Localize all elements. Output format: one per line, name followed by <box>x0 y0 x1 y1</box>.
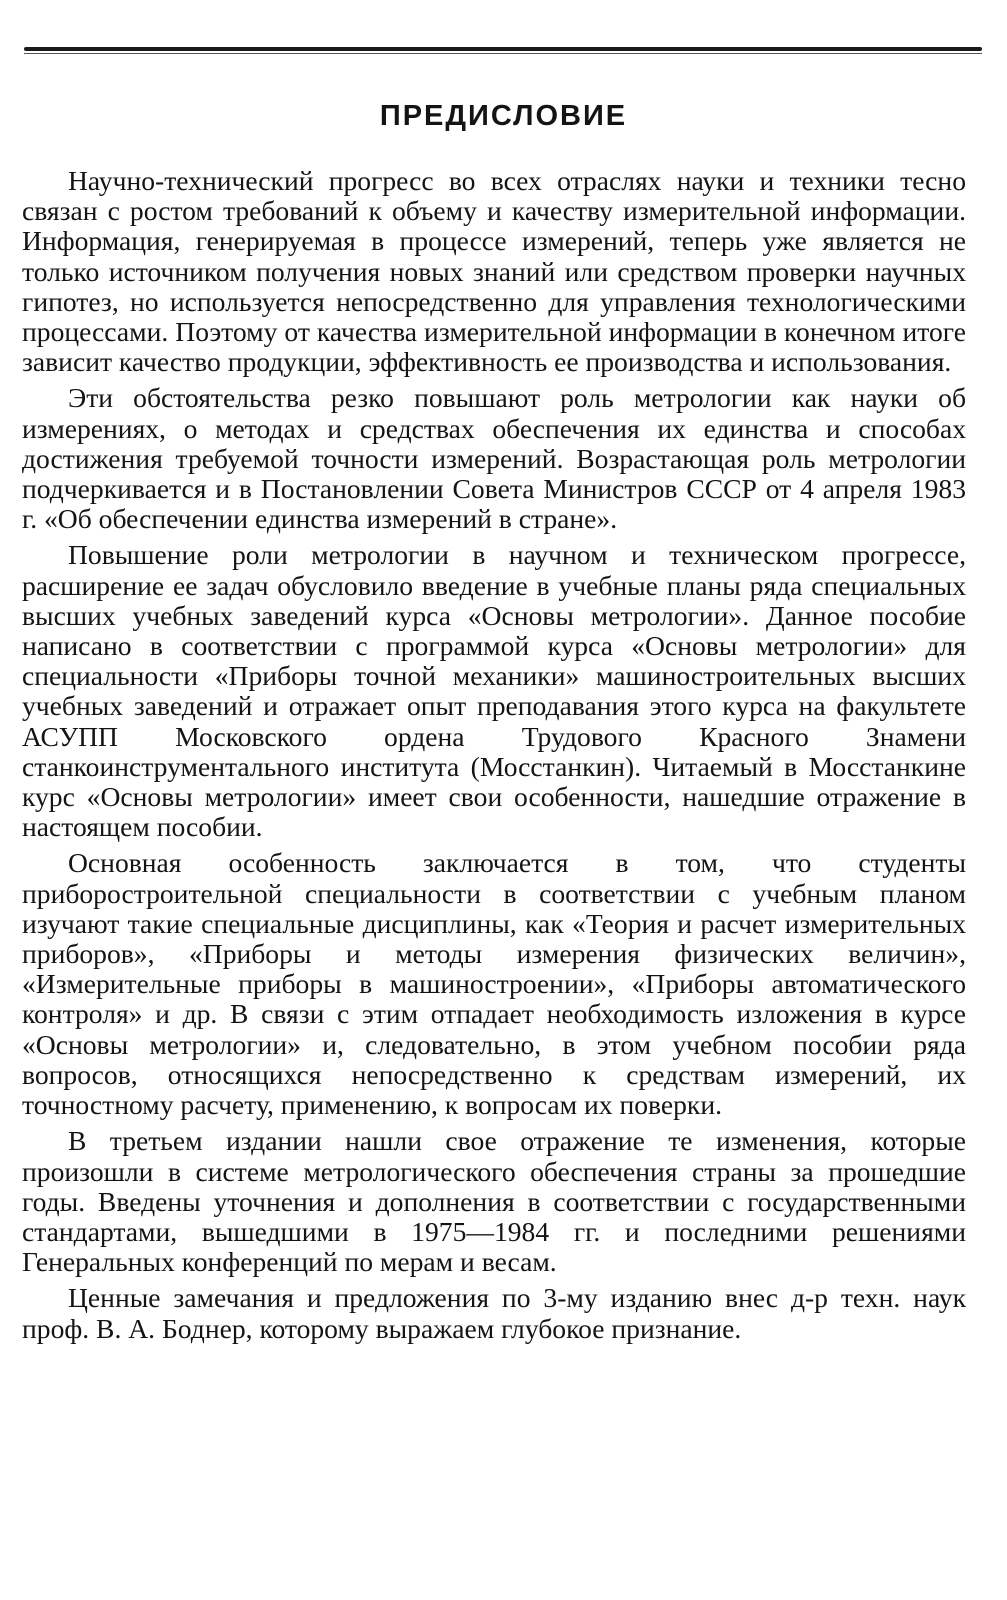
header-rule-thin <box>24 53 982 54</box>
paragraph-2: Эти обстоятельства резко повышают роль метрологии как науки об измерениях, о методах и средствах обеспечения их единства и способах достижения требуемой точности измерений. Возрастающая роль метрологии подчеркивается и в Постановлении Совета Министров СССР от 4 апреля 1983 г. «Об обеспечении единства измерений в стране». <box>22 382 966 535</box>
page-title: ПРЕДИСЛОВИЕ <box>379 100 628 132</box>
header-rule <box>24 47 982 51</box>
paragraph-1: Научно-технический прогресс во всех отраслях науки и техники тесно связан с ростом требований к объему и качеству измерительной информации. Информация, генерируемая в процессе измерений, теперь уже является не только источником получения новых знаний или средством проверки научных гипотез, но используется непосредственно для управления технологическими процессами. Поэтому от качества измерительной информации в конечном итоге зависит качество продукции, эффективность ее производства и использования. <box>22 165 966 378</box>
paragraph-4: Основная особенность заключается в том, что студенты приборостроительной специальности в соответствии с учебным планом изучают такие специальные дисциплины, как «Теория и расчет измерительных приборов», «Приборы и методы измерения физических величин», «Измерительные приборы в машиностроении», «Приборы автоматического контроля» и др. В связи с этим отпадает необходимость изложения в курсе «Основы метрологии» и, следовательно, в этом учебном пособии ряда вопросов, относящихся непосредственно к средствам измерений, их точностному расчету, применению, к вопросам их поверки. <box>22 847 966 1121</box>
paragraph-3: Повышение роли метрологии в научном и техническом прогрессе, расширение ее задач обусловило введение в учебные планы ряда специальных высших учебных заведений курса «Основы метрологии». Данное пособие написано в соответствии с программой курса «Основы метрологии» для специальности «Приборы точной механики» машиностроительных высших учебных заведений и отражает опыт преподавания этого курса на факультете АСУПП Московского ордена Трудового Красного Знамени станкоинструментального института (Мосстанкин). Читаемый в Мосстанкине курс «Основы метрологии» имеет свои особенности, нашедшие отражение в настоящем пособии. <box>22 539 966 843</box>
preface-body <box>22 166 966 1350</box>
paragraph-5: В третьем издании нашли свое отражение те изменения, которые произошли в системе метрологического обеспечения страны за прошедшие годы. Введены уточнения и дополнения в соответствии с государственными стандартами, вышедшими в 1975—1984 гг. и последними решениями Генеральных конференций по мерам и весам. <box>22 1125 966 1278</box>
paragraph-6: Ценные замечания и предложения по 3-му изданию внес д-р техн. наук проф. В. А. Боднер, которому выражаем глубокое признание. <box>22 1282 966 1344</box>
